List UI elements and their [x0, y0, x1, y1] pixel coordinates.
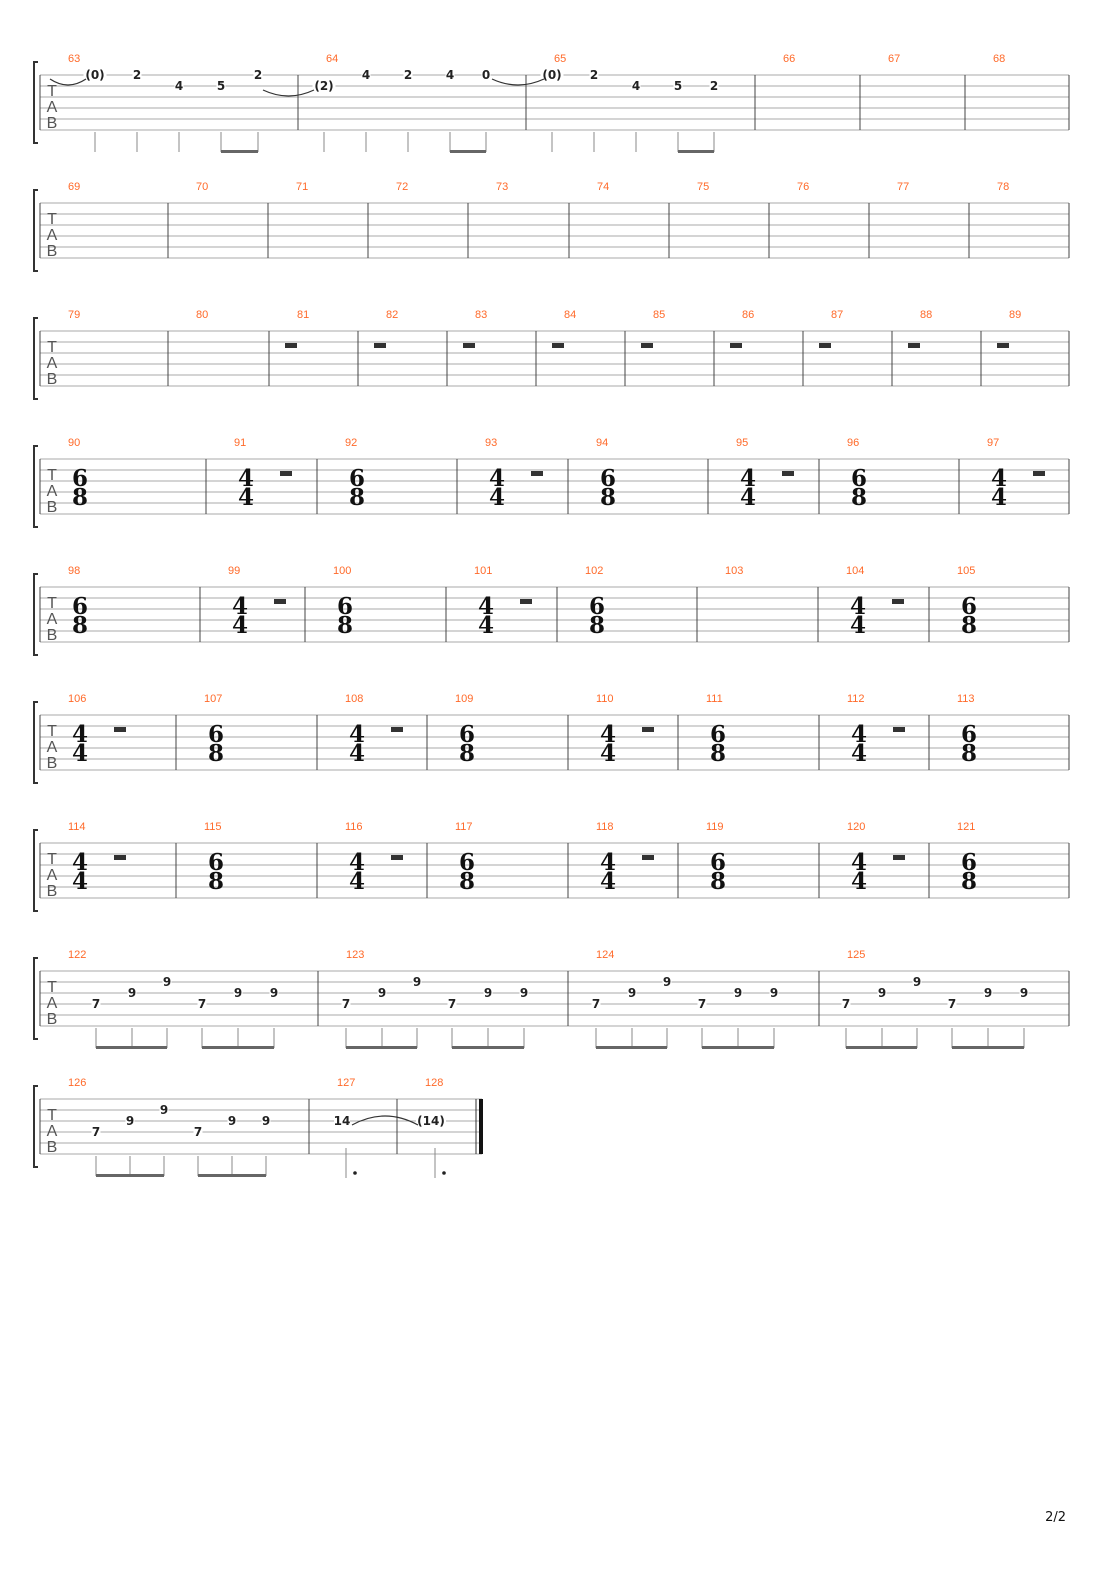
system-bracket	[34, 190, 38, 271]
time-signature-bottom: 8	[458, 740, 476, 767]
time-signature-bottom: 8	[207, 740, 225, 767]
fret-number: 9	[733, 986, 743, 1000]
tab-clef-letter: A	[46, 227, 58, 244]
whole-rest	[374, 343, 386, 348]
fret-number: 5	[216, 79, 226, 93]
tab-clef-letter: A	[46, 1123, 58, 1140]
measure-number: 77	[897, 181, 910, 193]
whole-rest	[908, 343, 920, 348]
tab-clef-letter: T	[47, 211, 57, 228]
whole-rest	[893, 727, 905, 732]
measure-number: 85	[653, 309, 666, 321]
fret-number: 9	[159, 1103, 169, 1117]
measure-number: 108	[345, 693, 364, 705]
fret-number: 7	[947, 997, 957, 1011]
measure-number: 90	[68, 437, 81, 449]
measure-number: 120	[847, 821, 866, 833]
time-signature-bottom: 8	[336, 612, 354, 639]
note-beam	[450, 150, 486, 153]
whole-rest	[1033, 471, 1045, 476]
time-signature-bottom: 4	[477, 612, 495, 639]
time-signature-top: 4	[71, 849, 89, 876]
time-signature-top: 4	[849, 593, 867, 620]
tab-clef-letter: A	[46, 867, 58, 884]
note-beam	[198, 1174, 266, 1177]
fret-number: 5	[673, 79, 683, 93]
time-signature-top: 6	[71, 465, 89, 492]
tie-arc	[492, 79, 544, 85]
measure-number: 93	[485, 437, 498, 449]
time-signature-bottom: 8	[458, 868, 476, 895]
fret-number: 7	[193, 1125, 203, 1139]
whole-rest	[893, 855, 905, 860]
fret-number: 4	[631, 79, 641, 93]
fret-number: (0)	[85, 68, 105, 82]
fret-number: 7	[591, 997, 601, 1011]
tab-clef-letter: T	[47, 339, 57, 356]
measure-number: 87	[831, 309, 844, 321]
tab-clef-letter: B	[46, 627, 58, 644]
time-signature-top: 6	[588, 593, 606, 620]
fret-number: 9	[233, 986, 243, 1000]
whole-rest	[531, 471, 543, 476]
time-signature-top: 4	[599, 721, 617, 748]
whole-rest	[819, 343, 831, 348]
measure-number: 82	[386, 309, 399, 321]
time-signature-bottom: 4	[348, 868, 366, 895]
measure-number: 86	[742, 309, 755, 321]
measure-number: 76	[797, 181, 810, 193]
measure-number: 117	[455, 821, 473, 833]
whole-rest	[641, 343, 653, 348]
measure-number: 67	[888, 53, 901, 65]
dotted-note-dot	[353, 1171, 357, 1175]
system-bracket	[34, 702, 38, 783]
time-signature-top: 6	[709, 849, 727, 876]
fret-number: 2	[132, 68, 142, 82]
measure-number: 119	[706, 821, 724, 833]
note-beam	[952, 1046, 1024, 1049]
fret-number: 9	[269, 986, 279, 1000]
fret-number: 9	[227, 1114, 237, 1128]
measure-number: 106	[68, 693, 87, 705]
fret-number: 2	[709, 79, 719, 93]
measure-number: 83	[475, 309, 488, 321]
time-signature-top: 6	[348, 465, 366, 492]
measure-number: 104	[846, 565, 865, 577]
measure-number: 107	[204, 693, 223, 705]
note-beam	[221, 150, 258, 153]
measure-number: 127	[337, 1077, 356, 1089]
tab-clef-letter: A	[46, 483, 58, 500]
measure-number: 66	[783, 53, 796, 65]
note-beam	[96, 1174, 164, 1177]
time-signature-top: 4	[348, 849, 366, 876]
fret-number: 4	[361, 68, 371, 82]
time-signature-top: 6	[960, 593, 978, 620]
fret-number: 9	[261, 1114, 271, 1128]
fret-number: 7	[697, 997, 707, 1011]
fret-number: 7	[197, 997, 207, 1011]
fret-number: 9	[125, 1114, 135, 1128]
note-beam	[846, 1046, 917, 1049]
time-signature-top: 4	[71, 721, 89, 748]
fret-number: 9	[162, 975, 172, 989]
measure-number: 121	[957, 821, 976, 833]
time-signature-top: 6	[850, 465, 868, 492]
fret-number: 0	[481, 68, 491, 82]
fret-number: 7	[341, 997, 351, 1011]
measure-number: 98	[68, 565, 81, 577]
time-signature-top: 4	[850, 849, 868, 876]
fret-number: 9	[377, 986, 387, 1000]
tab-clef-letter: T	[47, 851, 57, 868]
fret-number: 9	[983, 986, 993, 1000]
tab-clef-letter: B	[46, 755, 58, 772]
tab-clef-letter: A	[46, 99, 58, 116]
note-beam	[596, 1046, 667, 1049]
time-signature-top: 4	[739, 465, 757, 492]
time-signature-top: 4	[488, 465, 506, 492]
time-signature-top: 6	[709, 721, 727, 748]
measure-number: 103	[725, 565, 744, 577]
fret-number: 9	[412, 975, 422, 989]
system-bracket	[34, 318, 38, 399]
measure-number: 70	[196, 181, 209, 193]
whole-rest	[730, 343, 742, 348]
time-signature-top: 4	[231, 593, 249, 620]
whole-rest	[274, 599, 286, 604]
time-signature-top: 6	[458, 849, 476, 876]
measure-number: 113	[957, 693, 975, 705]
fret-number: 9	[912, 975, 922, 989]
whole-rest	[997, 343, 1009, 348]
fret-number: 9	[127, 986, 137, 1000]
time-signature-bottom: 4	[488, 484, 506, 511]
measure-number: 96	[847, 437, 860, 449]
measure-number: 122	[68, 949, 87, 961]
fret-number: 4	[174, 79, 184, 93]
system-bracket	[34, 446, 38, 527]
whole-rest	[463, 343, 475, 348]
measure-number: 100	[333, 565, 352, 577]
time-signature-bottom: 8	[850, 484, 868, 511]
measure-number: 118	[596, 821, 614, 833]
time-signature-top: 6	[458, 721, 476, 748]
tab-clef-letter: T	[47, 595, 57, 612]
time-signature-bottom: 4	[231, 612, 249, 639]
time-signature-top: 6	[960, 721, 978, 748]
measure-number: 101	[474, 565, 493, 577]
fret-number: 14	[333, 1114, 351, 1128]
measure-number: 92	[345, 437, 358, 449]
time-signature-top: 4	[850, 721, 868, 748]
measure-number: 123	[346, 949, 365, 961]
measure-number: 112	[847, 693, 865, 705]
time-signature-bottom: 8	[599, 484, 617, 511]
fret-number: 2	[253, 68, 263, 82]
whole-rest	[782, 471, 794, 476]
note-beam	[452, 1046, 524, 1049]
measure-number: 78	[997, 181, 1010, 193]
tie-arc	[263, 90, 314, 96]
tab-clef-letter: B	[46, 115, 58, 132]
whole-rest	[114, 727, 126, 732]
measure-number: 125	[847, 949, 866, 961]
measure-number: 88	[920, 309, 933, 321]
tab-clef-letter: B	[46, 499, 58, 516]
time-signature-bottom: 4	[237, 484, 255, 511]
measure-number: 84	[564, 309, 577, 321]
system-bracket	[34, 830, 38, 911]
measure-number: 89	[1009, 309, 1022, 321]
whole-rest	[552, 343, 564, 348]
note-beam	[96, 1046, 167, 1049]
whole-rest	[520, 599, 532, 604]
time-signature-top: 6	[71, 593, 89, 620]
whole-rest	[391, 855, 403, 860]
time-signature-top: 6	[207, 721, 225, 748]
fret-number: 2	[403, 68, 413, 82]
whole-rest	[285, 343, 297, 348]
measure-number: 116	[345, 821, 363, 833]
tab-clef-letter: T	[47, 83, 57, 100]
tab-clef-letter: B	[46, 371, 58, 388]
measure-number: 102	[585, 565, 604, 577]
measure-number: 80	[196, 309, 209, 321]
time-signature-top: 4	[348, 721, 366, 748]
note-beam	[202, 1046, 274, 1049]
measure-number: 105	[957, 565, 976, 577]
measure-number: 65	[554, 53, 567, 65]
fret-number: 9	[662, 975, 672, 989]
fret-number: (0)	[542, 68, 562, 82]
fret-number: (14)	[417, 1114, 445, 1128]
system-bracket	[34, 958, 38, 1039]
measure-number: 71	[296, 181, 309, 193]
fret-number: 7	[91, 1125, 101, 1139]
time-signature-bottom: 4	[850, 868, 868, 895]
time-signature-bottom: 4	[990, 484, 1008, 511]
measure-number: 72	[396, 181, 409, 193]
time-signature-bottom: 8	[588, 612, 606, 639]
measure-number: 109	[455, 693, 474, 705]
time-signature-bottom: 8	[960, 612, 978, 639]
fret-number: 9	[483, 986, 493, 1000]
tab-clef-letter: T	[47, 1107, 57, 1124]
fret-number: 7	[91, 997, 101, 1011]
measure-number: 115	[204, 821, 222, 833]
time-signature-top: 4	[477, 593, 495, 620]
tab-clef-letter: T	[47, 467, 57, 484]
time-signature-bottom: 4	[739, 484, 757, 511]
measure-number: 79	[68, 309, 81, 321]
fret-number: 9	[627, 986, 637, 1000]
fret-number: 9	[877, 986, 887, 1000]
measure-number: 126	[68, 1077, 87, 1089]
measure-number: 74	[597, 181, 610, 193]
whole-rest	[642, 855, 654, 860]
tab-clef-letter: B	[46, 883, 58, 900]
measure-number: 97	[987, 437, 1000, 449]
fret-number: 9	[519, 986, 529, 1000]
system-bracket	[34, 1086, 38, 1167]
note-beam	[702, 1046, 774, 1049]
measure-number: 114	[68, 821, 86, 833]
whole-rest	[892, 599, 904, 604]
tab-clef-letter: A	[46, 355, 58, 372]
note-beam	[346, 1046, 417, 1049]
tab-clef-letter: T	[47, 979, 57, 996]
tab-clef-letter: B	[46, 1139, 58, 1156]
time-signature-bottom: 8	[709, 868, 727, 895]
measure-number: 95	[736, 437, 749, 449]
tab-clef-letter: B	[46, 243, 58, 260]
time-signature-bottom: 4	[71, 740, 89, 767]
measure-number: 63	[68, 53, 81, 65]
measure-number: 91	[234, 437, 247, 449]
measure-number: 81	[297, 309, 310, 321]
time-signature-bottom: 8	[71, 484, 89, 511]
time-signature-bottom: 4	[348, 740, 366, 767]
time-signature-bottom: 8	[960, 868, 978, 895]
whole-rest	[114, 855, 126, 860]
time-signature-top: 4	[599, 849, 617, 876]
fret-number: 2	[589, 68, 599, 82]
tab-clef-letter: A	[46, 739, 58, 756]
time-signature-top: 6	[599, 465, 617, 492]
whole-rest	[391, 727, 403, 732]
page-number: 2/2	[1045, 1510, 1066, 1525]
time-signature-bottom: 4	[599, 868, 617, 895]
measure-number: 75	[697, 181, 710, 193]
measure-number: 94	[596, 437, 609, 449]
time-signature-bottom: 4	[850, 740, 868, 767]
fret-number: 9	[1019, 986, 1029, 1000]
system-bracket	[34, 574, 38, 655]
fret-number: 7	[841, 997, 851, 1011]
time-signature-bottom: 4	[71, 868, 89, 895]
whole-rest	[642, 727, 654, 732]
whole-rest	[280, 471, 292, 476]
fret-number: 4	[445, 68, 455, 82]
measure-number: 124	[596, 949, 615, 961]
tab-clef-letter: A	[46, 995, 58, 1012]
note-beam	[678, 150, 714, 153]
measure-number: 99	[228, 565, 241, 577]
time-signature-bottom: 4	[599, 740, 617, 767]
measure-number: 64	[326, 53, 339, 65]
time-signature-top: 4	[990, 465, 1008, 492]
measure-number: 128	[425, 1077, 444, 1089]
system-bracket	[34, 62, 38, 143]
fret-number: 9	[769, 986, 779, 1000]
measure-number: 111	[706, 693, 723, 705]
time-signature-top: 6	[336, 593, 354, 620]
dotted-note-dot	[442, 1171, 446, 1175]
time-signature-top: 4	[237, 465, 255, 492]
time-signature-top: 6	[960, 849, 978, 876]
measure-number: 68	[993, 53, 1006, 65]
fret-number: 7	[447, 997, 457, 1011]
fret-number: (2)	[314, 79, 334, 93]
tab-clef-letter: A	[46, 611, 58, 628]
time-signature-bottom: 8	[207, 868, 225, 895]
measure-number: 110	[596, 693, 614, 705]
time-signature-bottom: 8	[71, 612, 89, 639]
tab-clef-letter: T	[47, 723, 57, 740]
time-signature-bottom: 8	[709, 740, 727, 767]
tab-clef-letter: B	[46, 1011, 58, 1028]
time-signature-top: 6	[207, 849, 225, 876]
time-signature-bottom: 4	[849, 612, 867, 639]
time-signature-bottom: 8	[960, 740, 978, 767]
measure-number: 69	[68, 181, 81, 193]
time-signature-bottom: 8	[348, 484, 366, 511]
measure-number: 73	[496, 181, 509, 193]
